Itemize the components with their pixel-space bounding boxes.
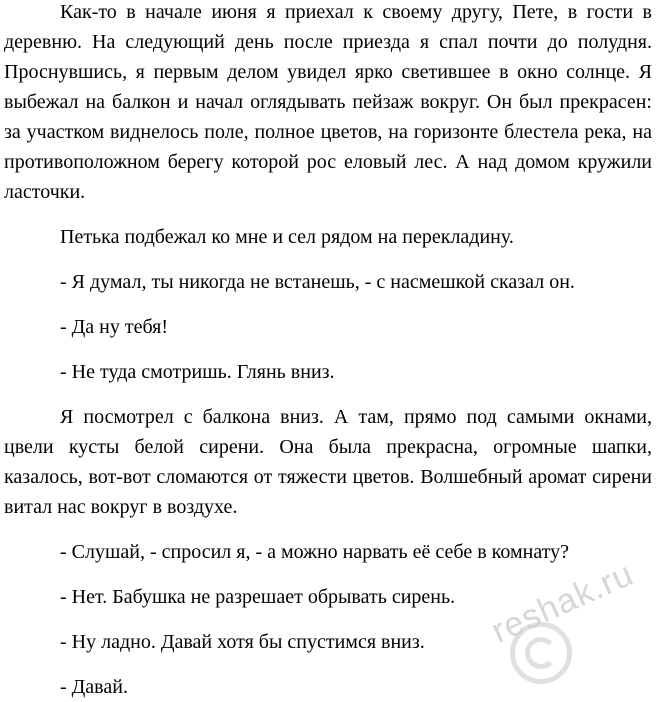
paragraph-6: Я посмотрел с балкона вниз. А там, прямо под самыми окнами, цвели кусты белой сирени. Она была прекрасна, огромные шапки, казалось, вот-вот сломаются от тяжести цветов. Волшебный аромат сирени витал нас вокруг в воздухе. <box>4 406 652 518</box>
paragraph-3: - Я думал, ты никогда не встанешь, - с насмешкой сказал он. <box>60 271 575 293</box>
paragraph-7: - Слушай, - спросил я, - а можно нарвать её себе в комнату? <box>60 541 570 563</box>
paragraph-5: - Не туда смотришь. Глянь вниз. <box>60 361 335 383</box>
paragraph-9: - Ну ладно. Давай хотя бы спустимся вниз. <box>60 631 425 653</box>
paragraph-8: - Нет. Бабушка не разрешает обрывать сирень. <box>60 586 456 608</box>
paragraph-2: Петька подбежал ко мне и сел рядом на перекладину. <box>60 226 514 248</box>
paragraph-4: - Да ну тебя! <box>60 316 169 338</box>
watermark-text: reshak.ru <box>486 554 640 651</box>
paragraph-10: - Давай. <box>60 676 128 698</box>
paragraph-1: Как-то в начале июня я приехал к своему другу, Пете, в гости в деревню. На следующий день после приезда я спал почти до полудня. Проснувшись, я первым делом увидел ярко светившее в окно солнце. Я выбежал на балкон и начал оглядывать пейзаж вокруг. Он был прекрасен: за участком виднелось поле, полное цветов, на горизонте блестела река, на противоположном берегу которой рос еловый лес. А над домом кружили ласточки. <box>4 1 652 203</box>
